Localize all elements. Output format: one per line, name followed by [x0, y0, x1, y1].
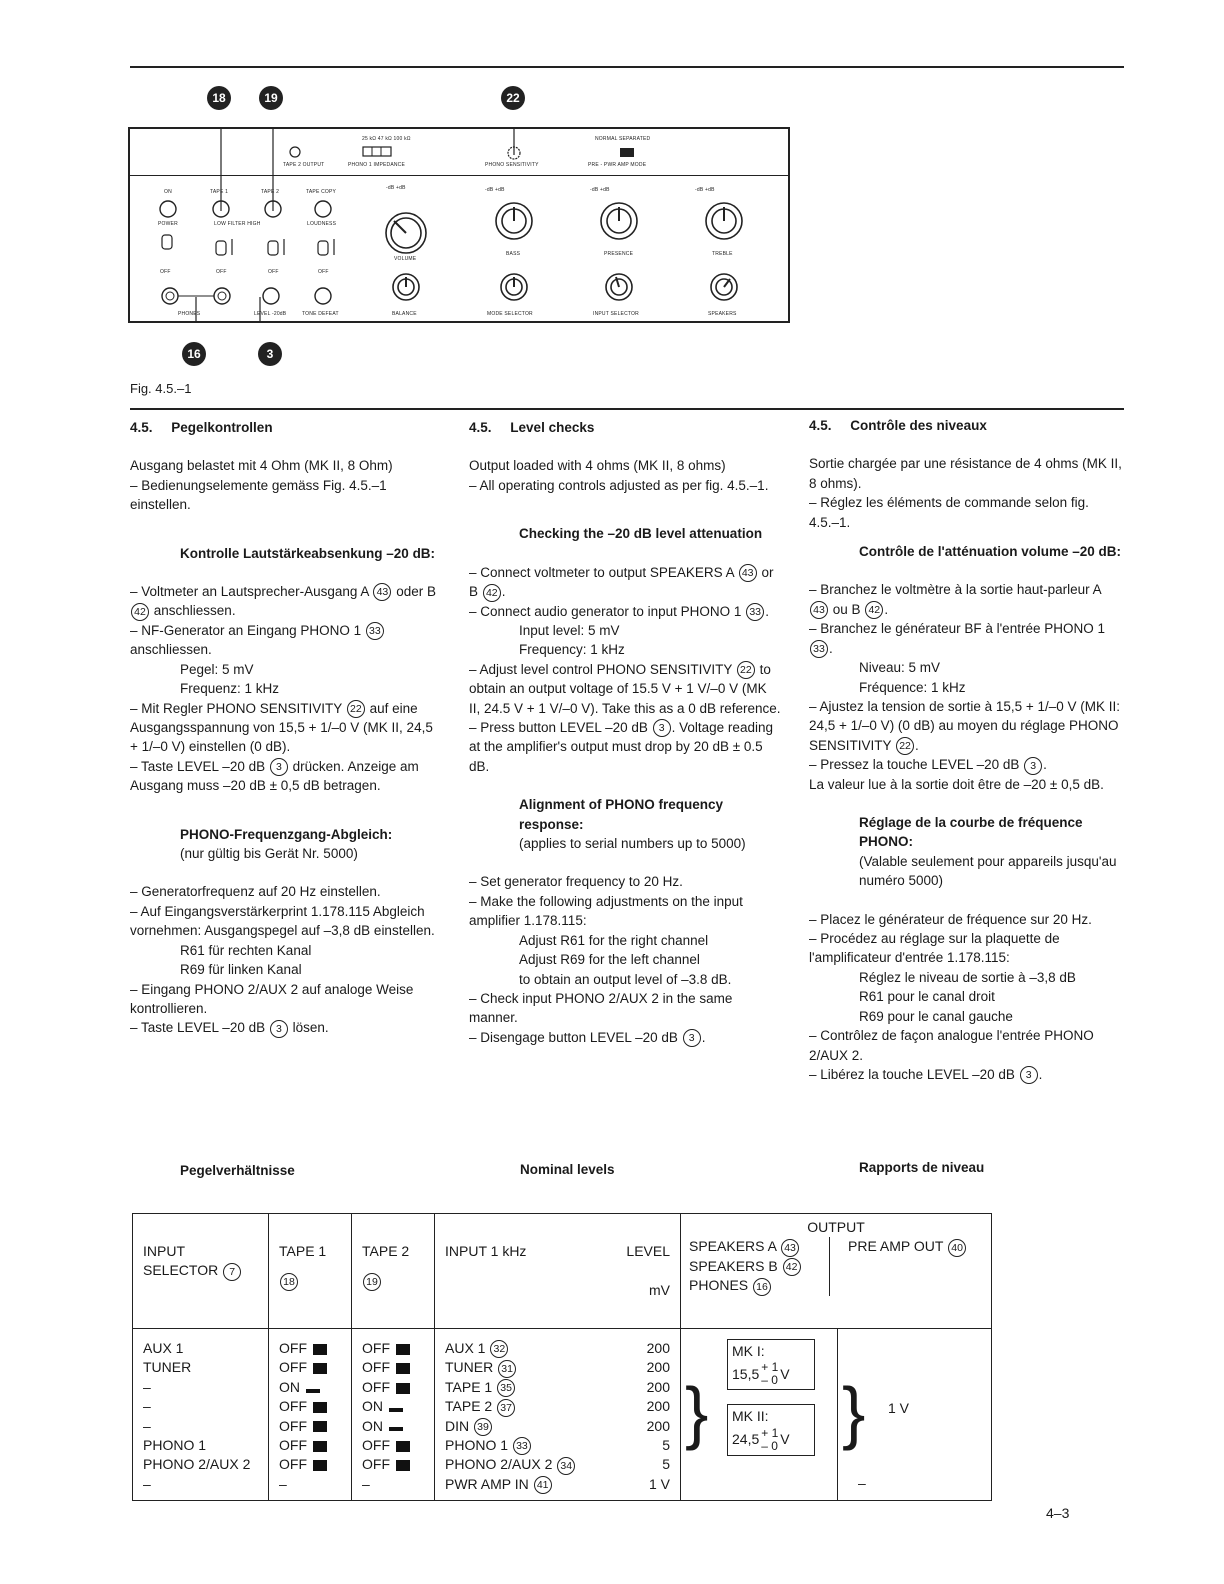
ref-42: 42: [783, 1258, 801, 1276]
col-selector: [133, 1329, 269, 1501]
section-rule: [130, 408, 1124, 410]
level-value: 1 V: [648, 1475, 670, 1492]
ref-16: 16: [753, 1278, 771, 1296]
callout-18: 18: [207, 86, 231, 110]
level-value: 5: [662, 1437, 670, 1454]
text: to obtain an output voltage of 15.5 V + 1 V/–0 V (MK II, 24.5 V + 1 V/–0 V). Take this as a 0 dB reference.: [469, 661, 781, 716]
mk2-box: [727, 1404, 815, 1455]
selector-value: AUX 1: [143, 1340, 184, 1356]
text: – Branchez le voltmètre à la sortie haut-parleur A: [809, 582, 1101, 598]
input-name: PHONO 2/AUX 2: [445, 1456, 553, 1473]
ref-3: 3: [683, 1029, 701, 1047]
callout-22: 22: [501, 86, 525, 110]
text: – Mit Regler PHONO SENSITIVITY: [130, 700, 343, 716]
level-value: 200: [646, 1359, 670, 1376]
text: Adjust R69 for the left channel: [519, 952, 700, 968]
label-tape1: TAPE 1: [210, 189, 229, 195]
label-tape2-output: TAPE 2 OUTPUT: [283, 162, 325, 168]
levels-table: [132, 1213, 992, 1501]
table-cell: [362, 1339, 424, 1358]
label-treble: TREBLE: [712, 251, 733, 257]
table-cell: [625, 1358, 670, 1377]
text: or B: [469, 564, 774, 600]
ref-43: 43: [739, 564, 757, 582]
ref-19: 19: [363, 1273, 381, 1291]
level-value: 5: [662, 1456, 670, 1473]
level-value: 200: [646, 1417, 670, 1434]
sub1-de: Kontrolle Lautstärkeabsenkung –20 dB:: [180, 545, 436, 561]
ref-22: 22: [896, 737, 914, 755]
label-power: POWER: [158, 221, 178, 227]
label-tape-copy: TAPE COPY: [306, 189, 337, 195]
text: – Set generator frequency to 20 Hz.: [469, 874, 683, 890]
col-level: [615, 1329, 681, 1501]
pre-pwr-mode-switch: [620, 148, 634, 157]
input-ref: 34: [557, 1457, 575, 1475]
text: Sortie chargée par une résistance de 4 ohms (MK II, 8 ohms).: [809, 456, 1122, 491]
table-cell: [625, 1455, 670, 1474]
mk2-tol-minus: – 0: [761, 1438, 778, 1453]
label-level: LEVEL -20dB: [254, 311, 287, 317]
text: Adjust R61 for the right channel: [519, 932, 709, 948]
text: R61 pour le canal droit: [859, 989, 995, 1005]
input-name: AUX 1: [445, 1340, 486, 1356]
text: – Make the following adjustments on the input amplifier 1.178.115:: [469, 893, 743, 929]
column-fr: 4.5. Contrôle des niveaux Sortie chargée par une résistance de 4 ohms (MK II, 8 ohms). – Réglez les éléments de commande selon fig. 4.5.–1. Contrôle de l'atténuation volume –20 dB: – Branchez le voltmètre à la sortie haut-parleur A 43 ou B 42 . – Branchez le générateur BF à l'entrée PHONO 1 33 . Niveau: 5 mV Fréquence: 1 kHz – Ajustez la tension de sortie à 15,5 + 1/–0 V (MK II: 24,5 + 1/–0 V) (0 dB) au moyen du réglage PHONO SENSITIVITY 22 . – Pressez la touche LEVEL –20 dB 3 . La valeur lue à la sortie doit être de –20 ± 0,5 dB. Réglage de la courbe de fréquence PHONO: (Valable seulement pour appareils jusqu'au numéro 5000) – Placez le générateur de fréquence sur 20 Hz. – Procédez au réglage sur la plaquette de l'amplificateur d'entrée 1.178.115: Réglez le niveau de sortie à –3,8 dB R61 pour le canal droit R69 pour le canal gauche – Contrôlez de façon analogue l'entrée PHONO 2/AUX 2. – Libérez la touche LEVEL –20 dB 3 .: [809, 416, 1122, 1084]
switch-state: OFF: [279, 1340, 307, 1356]
col-tape1: [269, 1329, 352, 1501]
column-de: [130, 418, 442, 1038]
mk1-box: [727, 1339, 815, 1390]
switch-state: ON: [362, 1398, 383, 1415]
switch-symbol-icon: [313, 1402, 327, 1413]
label-filter: LOW FILTER HIGH: [214, 221, 261, 227]
input-ref: 41: [534, 1476, 552, 1494]
column-en: 4.5. Level checks Output loaded with 4 ohms (MK II, 8 ohms) – All operating controls adjusted as per fig. 4.5.–1. Checking the –20 dB level attenuation – Connect voltmeter to output SPEAKERS A 43 or B 42 . – Connect audio generator to input PHONO 1 33 . Input level: 5 mV Frequency: 1 kHz – Adjust level control PHONO SENSITIVITY 22 to obtain an output voltage of 15.5 V + 1 V/–0 V (MK II, 24.5 V + 1 V/–0 V). Take this as a 0 dB reference. – Press button LEVEL –20 dB 3 . Voltage reading at the amplifier's output must drop by 20 dB ± 0.5 dB. Alignment of PHONO frequency response: (applies to serial numbers up to 5000) – Set generator frequency to 20 Hz. – Make the following adjustments on the input amplifier 1.178.115: Adjust R61 for the right channel Adjust R69 for the left channel to obtain an output level of –3.8 dB. – Check input PHONO 2/AUX 2 in the same manner. – Disengage button LEVEL –20 dB 3 .: [469, 418, 781, 1047]
preamp-value: 1 V: [888, 1400, 910, 1416]
ref-43: 43: [810, 601, 828, 619]
ref-42: 42: [131, 603, 149, 621]
text: – Contrôlez de façon analogue l'entrée PHONO 2/AUX 2.: [809, 1028, 1094, 1063]
text: – Connect audio generator to input PHONO 1: [469, 603, 742, 619]
switch-symbol-icon: [313, 1344, 327, 1355]
text: – Procédez au réglage sur la plaquette de l'amplificateur d'entrée 1.178.115:: [809, 931, 1060, 966]
text: SPEAKERS A: [689, 1238, 777, 1255]
mk2-label: MK II:: [732, 1408, 769, 1425]
text: – Ajustez la tension de sortie à 15,5 + 1/–0 V (MK II: 24,5 + 1/–0 V) (0 dB) au moyen du réglage PHONO SENSITIVITY: [809, 698, 1121, 753]
selector-value: PHONO 1: [143, 1437, 207, 1454]
heading-num-en: 4.5.: [469, 420, 492, 435]
text: Niveau: 5 mV: [859, 660, 941, 676]
text: anschliessen.: [130, 642, 212, 658]
table-cell: [362, 1417, 424, 1436]
switch-state: OFF: [362, 1456, 390, 1473]
text: – Check input PHONO 2/AUX 2 in the same manner.: [469, 990, 733, 1026]
table-cell: [445, 1417, 605, 1436]
switch-state: OFF: [279, 1359, 307, 1376]
text: SPEAKERS B: [689, 1257, 778, 1274]
switch-state: OFF: [279, 1437, 307, 1454]
switch-state: OFF: [279, 1456, 307, 1473]
text: . Voltage reading at the amplifier's output must drop by 20 dB ± 0.5 dB.: [469, 720, 773, 774]
selector-value: –: [143, 1417, 151, 1434]
heading-de: Pegelkontrollen: [171, 420, 273, 435]
col-preamp-output: [838, 1329, 992, 1501]
table-cell: [279, 1417, 341, 1436]
level-value: 200: [646, 1340, 670, 1356]
selector-value: –: [143, 1378, 151, 1395]
text: – Disengage button LEVEL –20 dB: [469, 1029, 678, 1045]
text: OUTPUT: [807, 1219, 865, 1235]
callout-3: 3: [258, 342, 282, 366]
switch-symbol-icon: [306, 1389, 320, 1393]
switch-state: OFF: [279, 1417, 307, 1434]
input-name: TUNER: [445, 1359, 494, 1376]
text: La valeur lue à la sortie doit être de –20 ± 0,5 dB.: [809, 776, 1104, 792]
table-cell: [279, 1358, 341, 1377]
text: R69 für linken Kanal: [180, 962, 302, 978]
text: – Eingang PHONO 2/AUX 2 auf analoge Weise kontrollieren.: [130, 981, 414, 1016]
ref-42: 42: [483, 584, 501, 602]
text: – Voltmeter an Lautsprecher-Ausgang A: [130, 584, 369, 600]
table-cell: [625, 1417, 670, 1436]
text: ou B: [832, 601, 861, 617]
table-cell: [143, 1436, 258, 1455]
ref-33: 33: [746, 603, 764, 621]
levels-heading-de: Pegelverhältnisse: [180, 1163, 295, 1178]
text: R69 pour le canal gauche: [859, 1008, 1013, 1024]
mk2-tol-plus: + 1: [761, 1425, 779, 1440]
switch-state: OFF: [362, 1378, 390, 1395]
selector-value: –: [143, 1475, 151, 1492]
sub1-fr: Contrôle de l'atténuation volume –20 dB:: [859, 544, 1121, 560]
text: (nur gültig bis Gerät Nr. 5000): [180, 846, 358, 862]
table-cell: [279, 1475, 341, 1494]
preamp-dash: –: [858, 1475, 866, 1491]
text: – Branchez le générateur BF à l'entrée PHONO 1: [809, 621, 1105, 637]
switch-symbol-icon: [313, 1460, 327, 1471]
label-tone-defeat: TONE DEFEAT: [302, 311, 339, 317]
label-phono-sensitivity: PHONO SENSITIVITY: [485, 162, 539, 168]
table-cell: [625, 1436, 670, 1455]
label-db-scale-2: -dB +dB: [485, 187, 505, 193]
header-input-1khz: [435, 1214, 616, 1329]
table-cell: [143, 1397, 258, 1416]
callout-19: 19: [259, 86, 283, 110]
label-bass: BASS: [506, 251, 521, 257]
selector-value: TUNER: [143, 1359, 192, 1376]
mk1-unit: V: [780, 1365, 790, 1382]
text: – Connect voltmeter to output SPEAKERS A: [469, 564, 734, 580]
table-cell: [445, 1339, 605, 1358]
callout-16: 16: [182, 342, 206, 366]
input-ref: 32: [490, 1340, 508, 1358]
text: mV: [649, 1282, 670, 1299]
input-ref: 33: [513, 1437, 531, 1455]
text: (Valable seulement pour appareils jusqu'au numéro 5000): [859, 853, 1117, 889]
text: Output loaded with 4 ohms (MK II, 8 ohms): [469, 458, 726, 474]
header-input-selector: [133, 1214, 269, 1329]
table-cell: [143, 1378, 258, 1397]
header-tape2: [352, 1214, 435, 1329]
col-tape2: [352, 1329, 435, 1501]
col-input: [435, 1329, 616, 1501]
text: TAPE 2: [362, 1243, 410, 1259]
table-cell: [362, 1397, 424, 1416]
label-mode-values: NORMAL SEPARATED: [595, 136, 651, 142]
selector-value: –: [143, 1398, 151, 1415]
table-cell: [362, 1358, 424, 1377]
text: oder B: [396, 584, 436, 600]
text: R61 für rechten Kanal: [180, 942, 312, 958]
sub2-de: PHONO-Frequenzgang-Abgleich:: [180, 826, 393, 842]
input-ref: 31: [498, 1360, 516, 1378]
text: Frequenz: 1 kHz: [180, 681, 280, 697]
switch-symbol-icon: [389, 1408, 403, 1412]
ref-33: 33: [366, 622, 384, 640]
ref-18: 18: [280, 1273, 298, 1291]
table-cell: [279, 1436, 341, 1455]
table-cell: [362, 1436, 424, 1455]
heading-num-de: 4.5.: [130, 420, 153, 435]
mk1-tol-plus: + 1: [761, 1360, 779, 1375]
heading-en: Level checks: [510, 420, 595, 435]
switch-symbol-icon: [396, 1460, 410, 1471]
table-cell: [279, 1397, 341, 1416]
input-name: PHONO 1: [445, 1437, 509, 1454]
label-phones: PHONES: [178, 311, 201, 317]
brace-right: }: [842, 1373, 866, 1451]
switch-symbol-icon: [313, 1441, 327, 1452]
impedance-switch: [363, 147, 391, 156]
text: to obtain an output level of –3.8 dB.: [519, 971, 732, 987]
ref-43: 43: [373, 583, 391, 601]
table-cell: [143, 1475, 258, 1494]
heading-num-fr: 4.5.: [809, 418, 832, 433]
text: anschliessen.: [153, 603, 236, 619]
selector-value: PHONO 2/AUX 2: [143, 1456, 251, 1473]
sub1-en: Checking the –20 dB level attenuation: [519, 526, 763, 542]
level-value: 200: [646, 1398, 670, 1415]
mk1-tol-minus: – 0: [761, 1373, 778, 1388]
text: – Adjust level control PHONO SENSITIVITY: [469, 661, 733, 677]
table-cell: [143, 1358, 258, 1377]
ref-3: 3: [1024, 757, 1042, 775]
ref-40: 40: [948, 1239, 966, 1257]
switch-state: ON: [279, 1378, 300, 1395]
table-cell: [445, 1397, 605, 1416]
table-cell: [279, 1378, 341, 1397]
text: drücken.: [292, 758, 345, 774]
front-panel-figure: [128, 127, 790, 323]
text: – Generatorfrequenz auf 20 Hz einstellen.: [130, 884, 381, 900]
label-phono1-impedance: PHONO 1 IMPEDANCE: [348, 162, 406, 168]
top-rule: [130, 66, 1124, 68]
figure-caption: Fig. 4.5.–1: [130, 381, 192, 396]
table-cell: [445, 1455, 605, 1474]
mk1-value: 15,5: [732, 1365, 760, 1382]
switch-symbol-icon: [313, 1421, 327, 1432]
sub2-fr: Réglage de la courbe de fréquence PHONO:: [859, 815, 1083, 850]
ref-22: 22: [737, 661, 755, 679]
table-cell: [143, 1455, 258, 1474]
input-name: TAPE 2: [445, 1398, 493, 1415]
ref-42: 42: [865, 601, 883, 619]
label-speakers: SPEAKERS: [708, 311, 737, 317]
text: Anzeige am Ausgang muss –20 dB ± 0,5 dB betragen.: [130, 758, 419, 794]
label-presence: PRESENCE: [604, 251, 634, 257]
switch-state: OFF: [362, 1340, 390, 1356]
table-cell: [143, 1339, 258, 1358]
switch-state: –: [279, 1475, 287, 1492]
intro2-de: – Bedienungselemente gemäss Fig. 4.5.–1 einstellen.: [130, 477, 387, 513]
table-cell: [625, 1339, 670, 1358]
ref-22: 22: [347, 700, 365, 718]
header-tape1: [269, 1214, 352, 1329]
table-cell: [625, 1378, 670, 1397]
table-cell: [362, 1455, 424, 1474]
switch-symbol-icon: [313, 1363, 327, 1374]
level-value: 200: [646, 1378, 670, 1395]
table-cell: [625, 1397, 670, 1416]
text: auf eine Ausgangsspannung von 15,5 + 1/–0 V (MK II, 24,5 + 1/–0 V) einstellen (0 dB).: [130, 700, 433, 755]
input-name: TAPE 1: [445, 1378, 493, 1395]
tape2-output-jack: [290, 147, 300, 157]
text: Fréquence: 1 kHz: [859, 679, 966, 695]
heading-fr: Contrôle des niveaux: [850, 418, 987, 433]
input-ref: 35: [497, 1379, 515, 1397]
brace-left: }: [685, 1373, 709, 1451]
input-name: DIN: [445, 1417, 470, 1434]
table-cell: [445, 1358, 605, 1377]
table-cell: [279, 1455, 341, 1474]
col-speakers-output: [681, 1329, 838, 1501]
table-body-row: [133, 1329, 992, 1501]
text: – Pressez la touche LEVEL –20 dB: [809, 757, 1020, 773]
text: lösen.: [292, 1020, 329, 1036]
text: – Press button LEVEL –20 dB: [469, 720, 648, 735]
text: TAPE 1: [279, 1243, 327, 1259]
text: Frequency: 1 kHz: [519, 642, 625, 658]
header-output: [681, 1214, 992, 1329]
header-level: [615, 1214, 681, 1329]
ref-7: 7: [223, 1263, 241, 1281]
label-balance: BALANCE: [392, 311, 417, 317]
levels-heading-en: Nominal levels: [520, 1162, 615, 1177]
label-db-scale-1: -dB +dB: [386, 185, 406, 191]
label-loudness: LOUDNESS: [307, 221, 337, 227]
mk1-label: MK I:: [732, 1343, 765, 1359]
text: INPUT 1 kHz: [445, 1243, 527, 1259]
text: – Taste LEVEL –20 dB: [130, 1020, 266, 1036]
label-off-3: OFF: [268, 269, 279, 275]
switch-symbol-icon: [389, 1427, 403, 1431]
label-mode-selector: MODE SELECTOR: [487, 311, 533, 317]
table-cell: [362, 1378, 424, 1397]
label-tape2: TAPE 2: [261, 189, 280, 195]
input-ref: 37: [497, 1399, 515, 1417]
switch-state: OFF: [279, 1398, 307, 1415]
ref-43: 43: [781, 1239, 799, 1257]
table-cell: [445, 1378, 605, 1397]
switch-symbol-icon: [396, 1344, 410, 1355]
text: Input level: 5 mV: [519, 622, 620, 638]
sub2-en: Alignment of PHONO frequency response:: [519, 797, 724, 832]
switch-state: –: [362, 1475, 370, 1492]
mk2-value: 24,5: [732, 1431, 760, 1448]
table-cell: [445, 1436, 605, 1455]
text: Réglez le niveau de sortie à –3,8 dB: [859, 969, 1076, 985]
ref-3: 3: [653, 719, 671, 737]
table-cell: [362, 1475, 424, 1494]
table-cell: [625, 1475, 670, 1494]
intro1-de: Ausgang belastet mit 4 Ohm (MK II, 8 Ohm): [130, 458, 393, 474]
label-off-2: OFF: [216, 269, 227, 275]
label-db-scale-4: -dB +dB: [695, 187, 715, 193]
text: – Réglez les éléments de commande selon fig. 4.5.–1.: [809, 495, 1089, 530]
ref-3: 3: [270, 758, 288, 776]
table-cell: [279, 1339, 341, 1358]
label-input-selector: INPUT SELECTOR: [593, 311, 639, 317]
text: (applies to serial numbers up to 5000): [519, 836, 746, 852]
label-pre-pwr-amp-mode: PRE - PWR AMP MODE: [588, 162, 647, 168]
text: PHONES: [689, 1277, 749, 1294]
ref-3: 3: [270, 1020, 288, 1038]
switch-symbol-icon: [396, 1383, 410, 1394]
switch-state: OFF: [362, 1437, 390, 1454]
table-cell: [445, 1475, 605, 1494]
page-number: 4–3: [1046, 1505, 1070, 1521]
label-impedance-values: 25 kΩ 47 kΩ 100 kΩ: [362, 136, 411, 142]
table-header-row: [133, 1214, 992, 1329]
text: – Auf Eingangsverstärkerprint 1.178.115 Abgleich vornehmen: Ausgangspegel auf –3,8 dB einstellen.: [130, 903, 435, 939]
label-off-1: OFF: [160, 269, 171, 275]
input-ref: 39: [474, 1418, 492, 1436]
text: – Taste LEVEL –20 dB: [130, 758, 266, 774]
text: INPUT SELECTOR: [143, 1243, 219, 1279]
text: LEVEL: [626, 1243, 670, 1259]
switch-state: OFF: [362, 1359, 390, 1376]
label-off-4: OFF: [318, 269, 329, 275]
switch-symbol-icon: [396, 1363, 410, 1374]
switch-state: ON: [362, 1417, 383, 1434]
mk2-unit: V: [780, 1431, 790, 1448]
input-name: PWR AMP IN: [445, 1475, 529, 1492]
text: Pegel: 5 mV: [180, 661, 254, 677]
label-on: ON: [164, 189, 172, 195]
text: – Libérez la touche LEVEL –20 dB: [809, 1066, 1015, 1082]
text: – Placez le générateur de fréquence sur 20 Hz.: [809, 911, 1092, 927]
label-db-scale-3: -dB +dB: [590, 187, 610, 193]
ref-33: 33: [810, 640, 828, 658]
text: – All operating controls adjusted as per fig. 4.5.–1.: [469, 477, 769, 493]
levels-heading-fr: Rapports de niveau: [859, 1160, 985, 1175]
text: – NF-Generator an Eingang PHONO 1: [130, 622, 362, 638]
ref-3: 3: [1020, 1066, 1038, 1084]
switch-symbol-icon: [396, 1441, 410, 1452]
table-cell: [143, 1417, 258, 1436]
text: PRE AMP OUT: [848, 1238, 944, 1255]
label-volume: VOLUME: [394, 256, 417, 262]
